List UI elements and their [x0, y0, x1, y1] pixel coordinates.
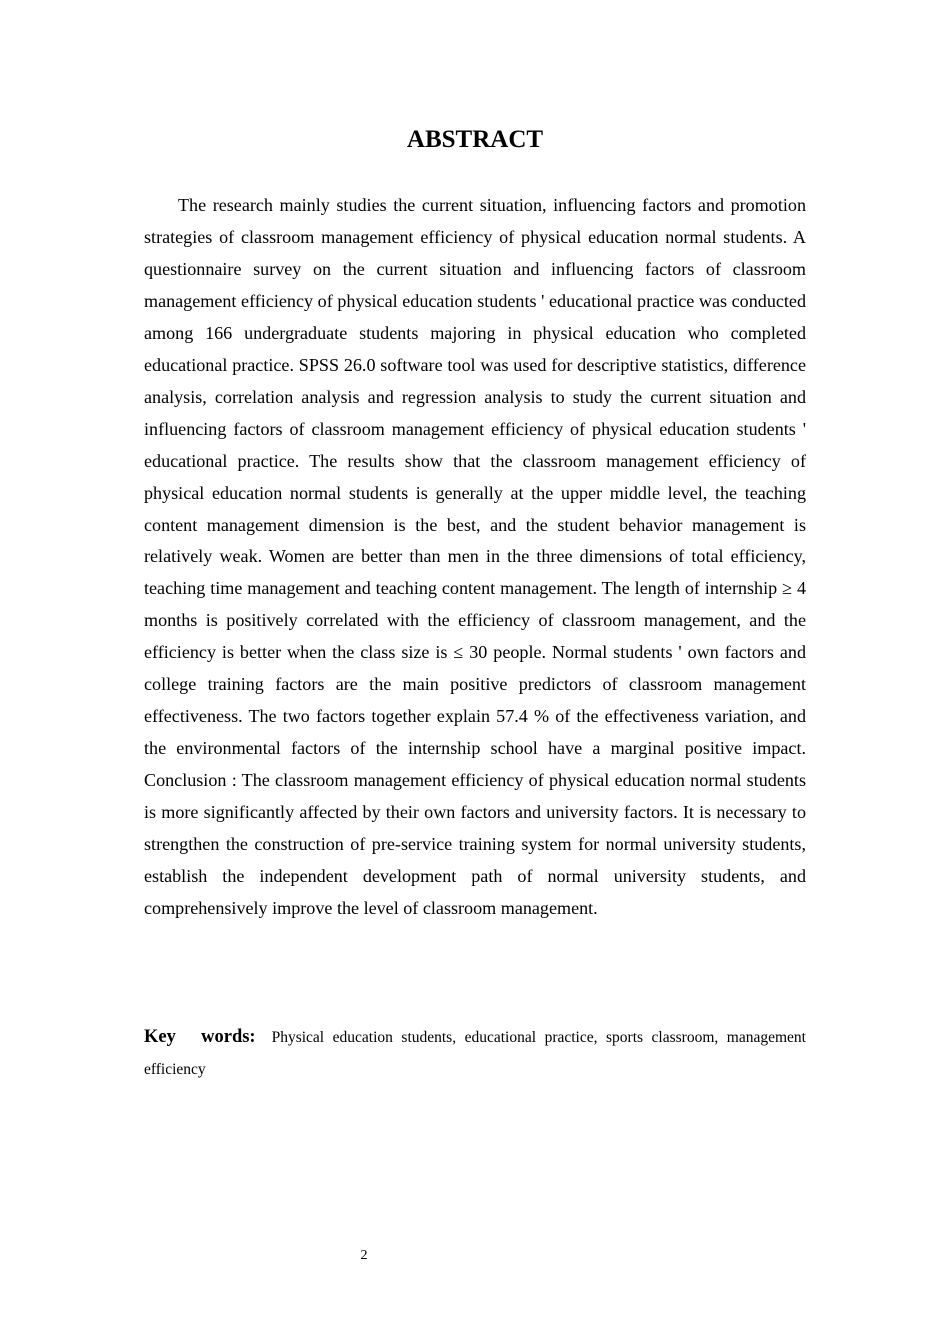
keywords-line [144, 1021, 806, 1086]
page-title: ABSTRACT [406, 126, 544, 153]
page-number: 2 [360, 1248, 368, 1263]
keywords-values: Physical education students, educational practice, sports classroom, management efficiency [144, 1029, 806, 1078]
abstract-paragraph: The research mainly studies the current situation, influencing factors and promotion strategies of classroom management efficiency of physical education normal students. A questionnaire survey on the current situation and influencing factors of classroom management efficiency of physical education students ' educational practice was conducted among 166 undergraduate students majoring in physical education who completed educational practice. SPSS 26.0 software tool was used for descriptive statistics, difference analysis, correlation analysis and regression analysis to study the current situation and influencing factors of classroom management efficiency of physical education students ' educational practice. The results show that the classroom management efficiency of physical education normal students is generally at the upper middle level, the teaching content management dimension is the best, and the student behavior management is relatively weak. Women are better than men in the three dimensions of total efficiency, teaching time management and teaching content management. The length of internship ≥ 4 months is positively correlated with the efficiency of classroom management, and the efficiency is better when the class size is ≤ 30 people. Normal students ' own factors and college training factors are the main positive predictors of classroom management effectiveness. The two factors together explain 57.4 % of the effectiveness variation, and the environmental factors of the internship school have a marginal positive impact. Conclusion : The classroom management efficiency of physical education normal students is more significantly affected by their own factors and university factors. It is necessary to strengthen the construction of pre-service training system for normal university students, establish the independent development path of normal university students, and comprehensively improve the level of classroom management. [144, 195, 806, 918]
keywords-label: Key words: [144, 1027, 256, 1047]
